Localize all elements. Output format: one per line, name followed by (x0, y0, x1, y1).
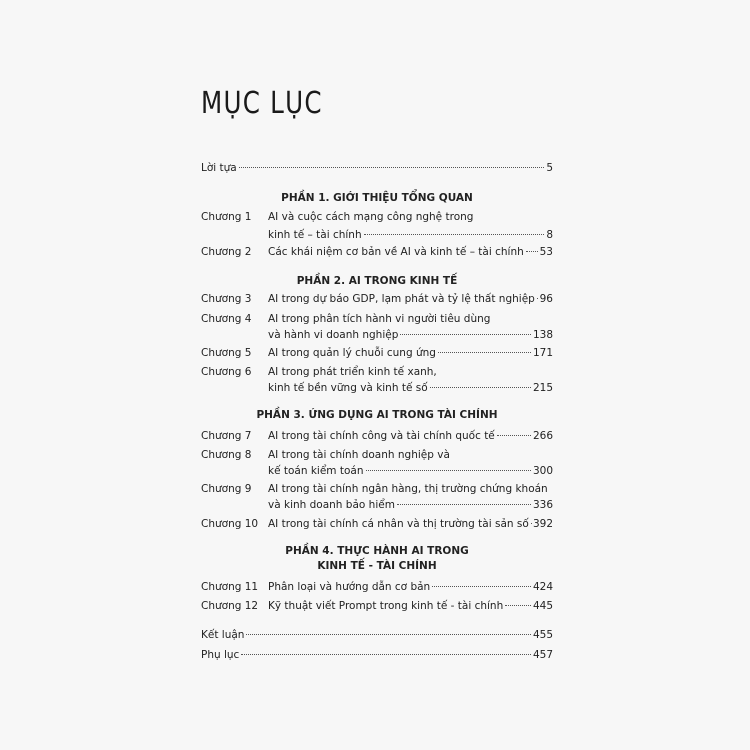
leader-dots (497, 434, 531, 436)
chapter-title-line: AI trong tài chính công và tài chính quốc tế (268, 430, 495, 442)
chapter-number: Chương 9 (201, 483, 252, 495)
page-number: 215 (532, 382, 553, 394)
chapter-title-line: AI trong phát triển kinh tế xanh, (268, 366, 437, 378)
page-number: 336 (532, 499, 553, 511)
leader-dots (400, 333, 531, 335)
chapter-title-line: AI trong quản lý chuỗi cung ứng (268, 347, 436, 359)
chapter-number: Chương 5 (201, 347, 252, 359)
chapter-number: Chương 2 (201, 246, 252, 258)
chapter-title-line: AI trong tài chính ngân hàng, thị trường chứng khoán (268, 483, 548, 495)
chapter-title-line: Phân loại và hướng dẫn cơ bản (268, 581, 431, 593)
chapter-title-line: kinh tế bền vững và kinh tế số (268, 382, 428, 394)
chapter-title-line: AI và cuộc cách mạng công nghệ trong (268, 211, 474, 223)
chapter-number: Chương 7 (201, 430, 252, 442)
leader-dots (239, 166, 545, 168)
page-number: 96 (539, 293, 553, 305)
part-title: PHẦN 2. AI TRONG KINH TẾ (296, 275, 458, 287)
chapter-title-line: AI trong tài chính cá nhân và thị trường tài sản số (268, 518, 529, 530)
chapter-title-line: AI trong dự báo GDP, lạm phát và tỷ lệ thất nghiệp (268, 293, 535, 305)
entry-label: Phụ lục (201, 649, 240, 661)
chapter-number: Chương 1 (201, 211, 252, 223)
entry-label: Kết luận (201, 629, 245, 641)
leader-dots (438, 351, 531, 353)
chapter-title-line: Các khái niệm cơ bản về AI và kinh tế – tài chính (268, 246, 524, 258)
chapter-number: Chương 10 (201, 518, 259, 530)
chapter-number: Chương 11 (201, 581, 259, 593)
page-number: 457 (532, 649, 553, 661)
chapter-title-line: AI trong tài chính doanh nghiệp và (268, 449, 450, 461)
page-number: 5 (546, 162, 553, 174)
chapter-title-line: AI trong phân tích hành vi người tiêu dùng (268, 313, 491, 325)
entry-label: Lời tựa (201, 162, 237, 174)
page-number: 53 (539, 246, 553, 258)
page-number: 445 (532, 600, 553, 612)
page-number: 455 (532, 629, 553, 641)
page-number: 266 (532, 430, 553, 442)
chapter-number: Chương 12 (201, 600, 259, 612)
page-number: 138 (532, 329, 553, 341)
leader-dots (241, 653, 531, 655)
page-number: 424 (532, 581, 553, 593)
leader-dots (364, 233, 545, 235)
leader-dots (505, 604, 531, 606)
chapter-number: Chương 4 (201, 313, 252, 325)
page-number: 8 (546, 229, 553, 241)
part-title: PHẦN 4. THỰC HÀNH AI TRONG (285, 545, 469, 557)
part-title: PHẦN 3. ỨNG DỤNG AI TRONG TÀI CHÍNH (256, 409, 498, 421)
chapter-title-line: Kỹ thuật viết Prompt trong kinh tế - tài chính (268, 600, 504, 612)
page-number: 392 (532, 518, 553, 530)
leader-dots (526, 250, 538, 252)
page-number: 300 (532, 465, 553, 477)
chapter-number: Chương 6 (201, 366, 252, 378)
page-title: MỤC LỤC (201, 86, 323, 121)
leader-dots (432, 585, 531, 587)
leader-dots (537, 297, 538, 299)
leader-dots (430, 386, 531, 388)
part-title-line-2: KINH TẾ - TÀI CHÍNH (317, 560, 437, 572)
chapter-title-line: và kinh doanh bảo hiểm (268, 499, 395, 511)
part-title: PHẦN 1. GIỚI THIỆU TỔNG QUAN (281, 192, 473, 204)
leader-dots (397, 503, 531, 505)
chapter-number: Chương 8 (201, 449, 252, 461)
page-number: 171 (532, 347, 553, 359)
chapter-title-line: và hành vi doanh nghiệp (268, 329, 399, 341)
chapter-number: Chương 3 (201, 293, 252, 305)
chapter-title-line: kinh tế – tài chính (268, 229, 362, 241)
leader-dots (246, 633, 530, 635)
leader-dots (366, 469, 531, 471)
chapter-title-line: kế toán kiểm toán (268, 465, 364, 477)
